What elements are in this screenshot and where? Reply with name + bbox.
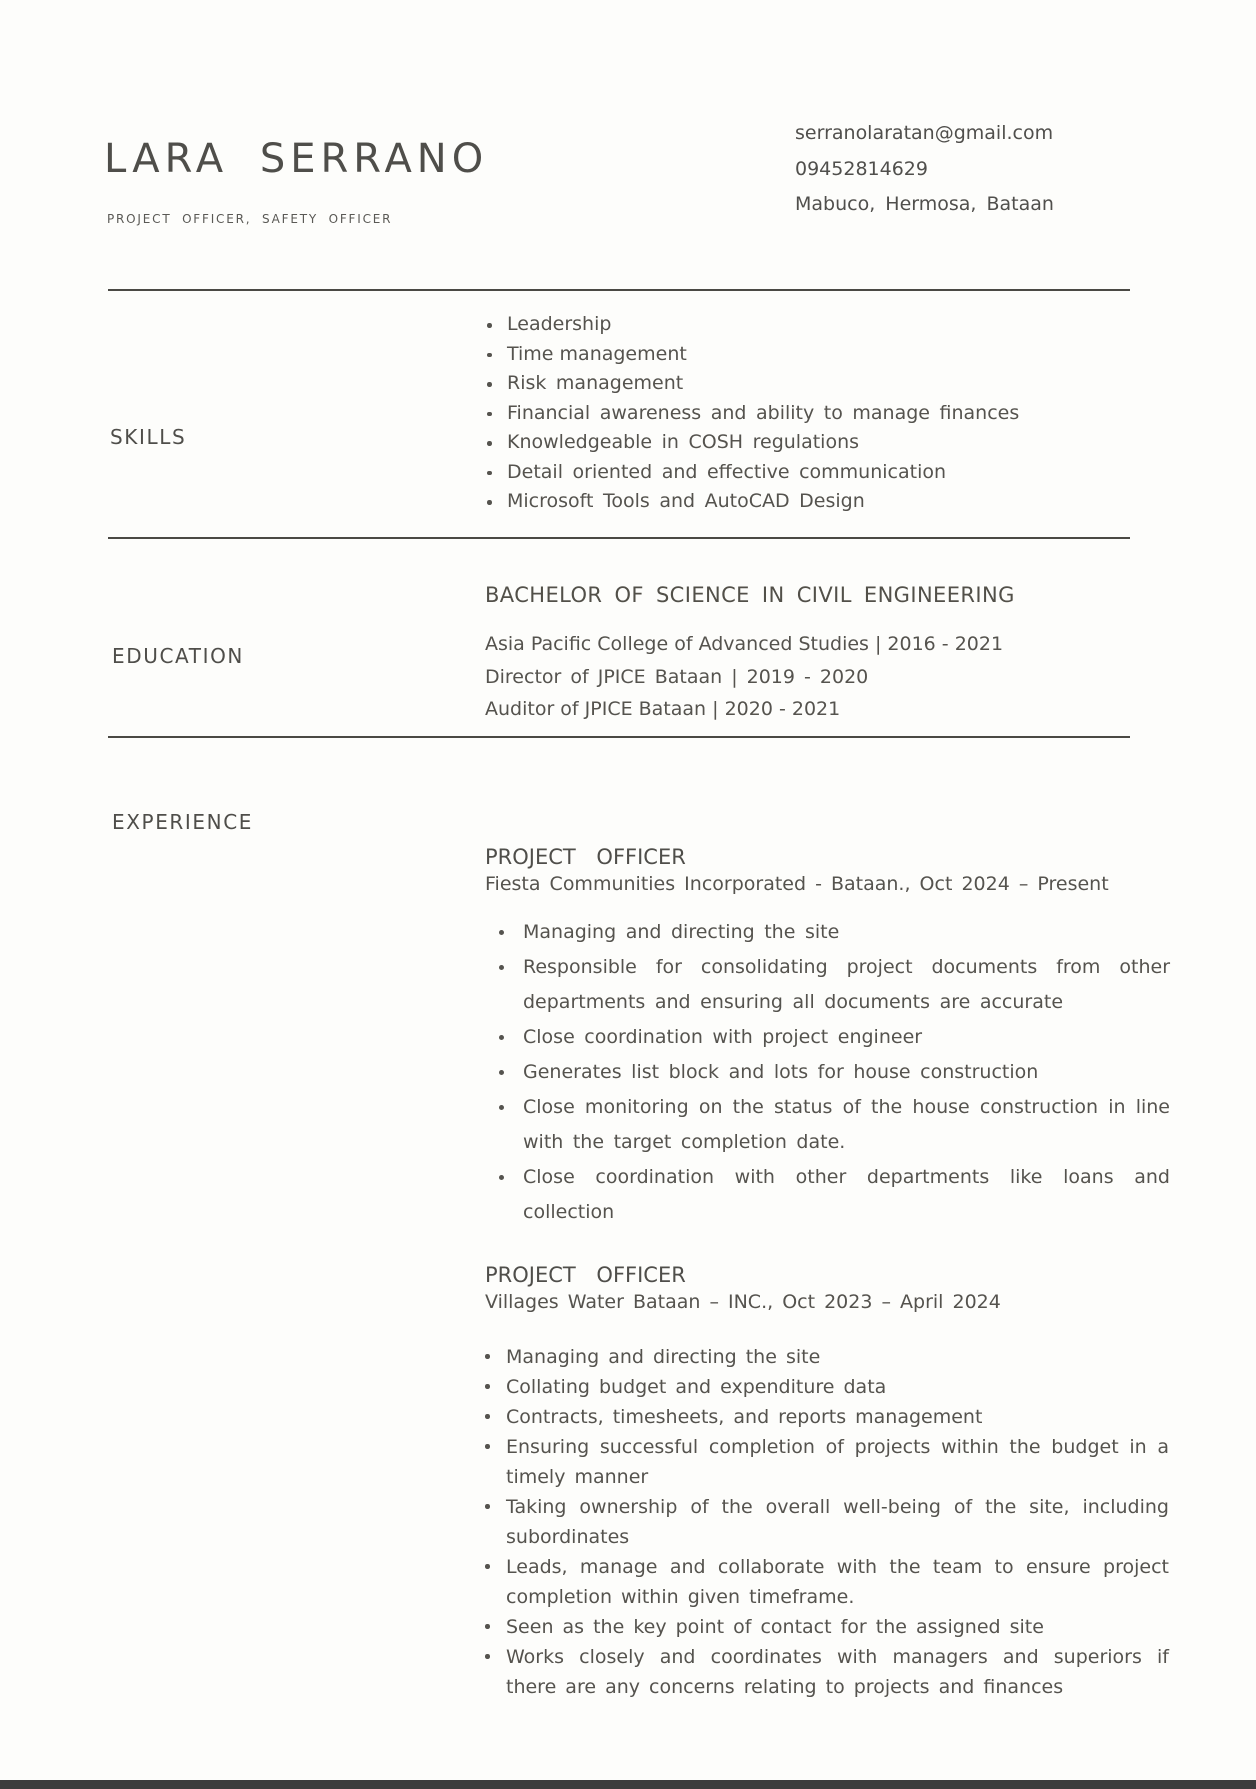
job-bullet: Taking ownership of the overall well-being of the site, including subordinates xyxy=(482,1492,1169,1552)
job-bullet: Close monitoring on the status of the house construction in line with the target completion date. xyxy=(493,1090,1170,1160)
skill-item: Detail oriented and effective communication xyxy=(485,458,1168,488)
job-company-line: Villages Water Bataan – INC., Oct 2023 – April 2024 xyxy=(485,1291,1001,1313)
education-content xyxy=(485,570,1168,726)
experience-section-label: EXPERIENCE xyxy=(112,810,254,834)
education-detail: Asia Pacific College of Advanced Studies | 2016 - 2021 xyxy=(485,633,1004,655)
section-divider xyxy=(108,289,1130,291)
job-entry xyxy=(485,844,1170,1230)
contact-block xyxy=(795,116,1054,223)
skill-item: Microsoft Tools and AutoCAD Design xyxy=(485,487,1168,517)
skill-item: Time management xyxy=(485,340,1168,370)
experience-section xyxy=(108,800,1168,1702)
experience-content xyxy=(485,800,1170,1702)
contact-email: serranolaratan@gmail.com xyxy=(795,122,1054,144)
education-detail: Director of JPICE Bataan | 2019 - 2020 xyxy=(485,665,869,688)
education-section xyxy=(108,570,1168,726)
person-job-titles: PROJECT OFFICER, SAFETY OFFICER xyxy=(107,212,393,226)
job-bullet: Contracts, timesheets, and reports management xyxy=(482,1402,1169,1432)
job-bullet-list xyxy=(493,915,1170,1230)
skills-section-label: SKILLS xyxy=(110,425,187,449)
job-title: PROJECT OFFICER xyxy=(485,1263,686,1287)
job-title: PROJECT OFFICER xyxy=(485,845,686,869)
skill-item: Financial awareness and ability to manage finances xyxy=(485,399,1168,429)
education-detail: Auditor of JPICE Bataan | 2020 - 2021 xyxy=(485,698,841,720)
job-bullet: Responsible for consolidating project documents from other departments and ensuring all documents are accurate xyxy=(493,950,1170,1020)
person-name: LARA SERRANO xyxy=(104,136,489,182)
job-bullet: Leads, manage and collaborate with the team to ensure project completion within given timeframe. xyxy=(482,1552,1169,1612)
job-bullet: Generates list block and lots for house construction xyxy=(493,1055,1170,1090)
skill-item: Risk management xyxy=(485,369,1168,399)
job-bullet: Ensuring successful completion of projects within the budget in a timely manner xyxy=(482,1432,1169,1492)
job-bullet: Managing and directing the site xyxy=(493,915,1170,950)
contact-address: Mabuco, Hermosa, Bataan xyxy=(795,193,1054,215)
contact-phone: 09452814629 xyxy=(795,157,928,180)
job-bullet: Close coordination with other departments like loans and collection xyxy=(493,1160,1170,1230)
skills-list xyxy=(485,300,1168,517)
job-bullet: Seen as the key point of contact for the assigned site xyxy=(482,1612,1169,1642)
skill-item: Knowledgeable in COSH regulations xyxy=(485,428,1168,458)
education-details-list xyxy=(485,628,1168,726)
job-bullet: Managing and directing the site xyxy=(482,1342,1169,1372)
section-divider xyxy=(108,537,1130,539)
job-company-line: Fiesta Communities Incorporated - Bataan., Oct 2024 – Present xyxy=(485,873,1109,895)
job-bullet: Collating budget and expenditure data xyxy=(482,1372,1169,1402)
job-bullet: Works closely and coordinates with managers and superiors if there are any concerns relating to projects and finances xyxy=(482,1642,1169,1702)
degree-title: BACHELOR OF SCIENCE IN CIVIL ENGINEERING xyxy=(485,583,1015,607)
education-section-label: EDUCATION xyxy=(112,644,244,668)
job-bullet-list xyxy=(482,1342,1169,1702)
section-divider xyxy=(108,736,1130,738)
skill-item: Leadership xyxy=(485,310,1168,340)
job-bullet: Close coordination with project engineer xyxy=(493,1020,1170,1055)
skills-section xyxy=(108,300,1168,517)
job-entry xyxy=(485,1262,1170,1702)
page-bottom-edge-bar xyxy=(0,1780,1256,1789)
